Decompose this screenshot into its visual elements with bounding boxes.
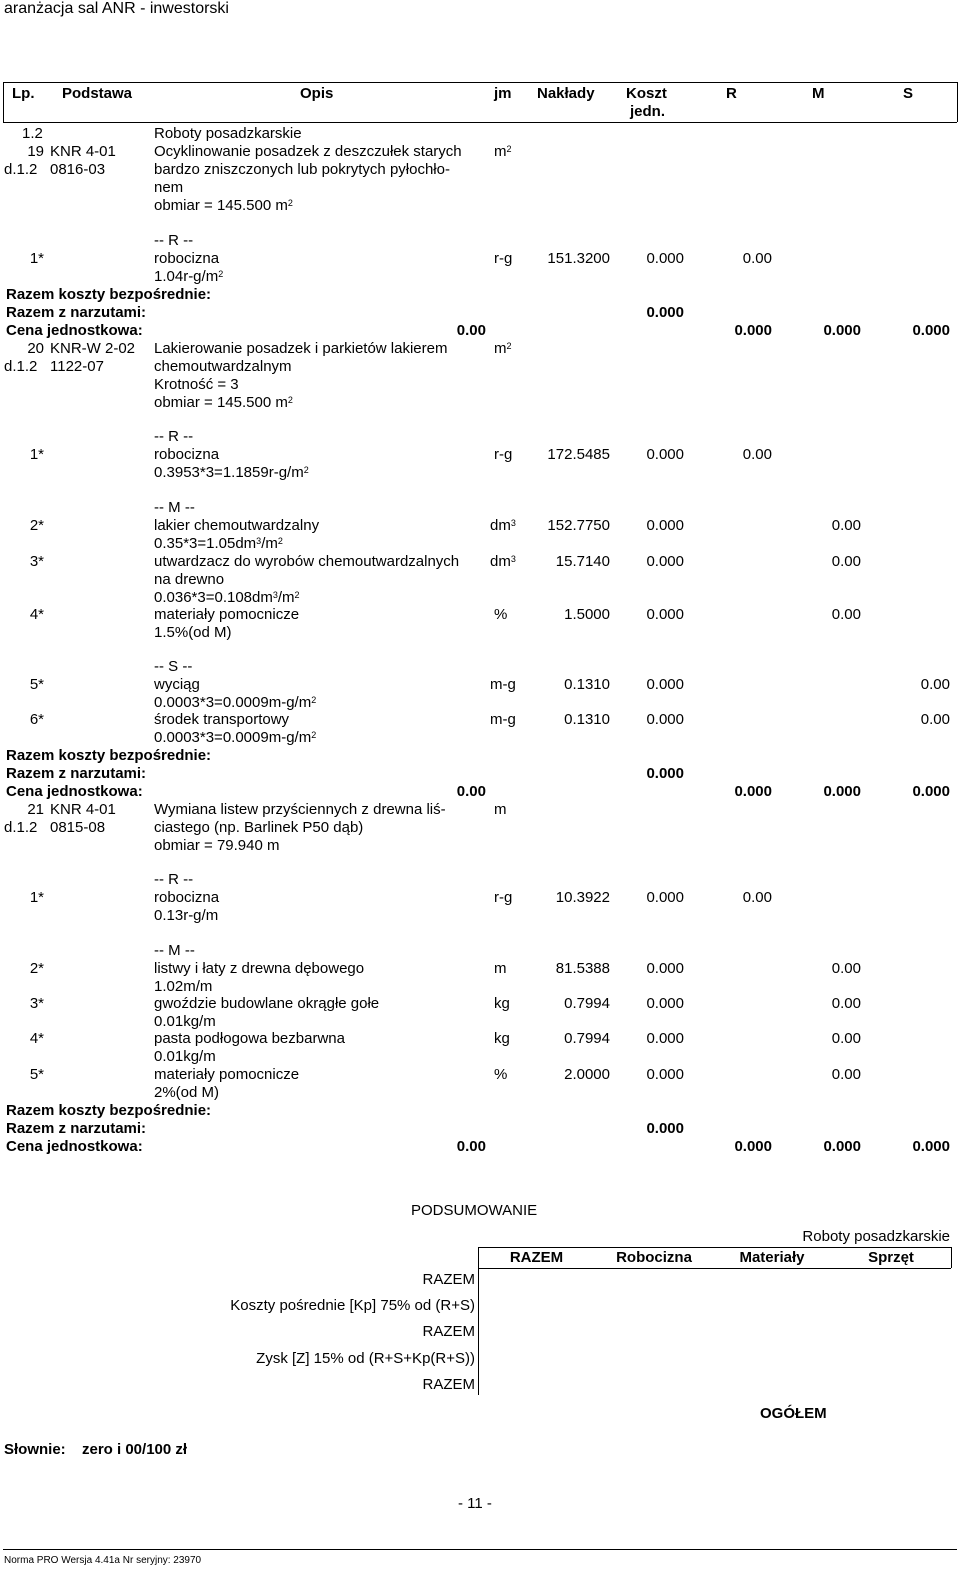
resource-norm: $0.3953*3=1.1859r-g/m^2$ xyxy=(154,464,309,481)
resource-value-m: 0.00 xyxy=(831,1066,861,1083)
resource-value-m: 0.00 xyxy=(831,1030,861,1047)
razem-z-narzutami-value: 0.000 xyxy=(646,765,684,782)
summary-row-razem: RAZEM xyxy=(422,1323,475,1340)
label-razem-z-narzutami: Razem z narzutami: xyxy=(6,765,147,782)
position-basis-code: 1122-07 xyxy=(50,358,104,375)
resource-amount: 151.3200 xyxy=(547,250,610,267)
position-basis-code: 0816-03 xyxy=(50,161,106,178)
resource-name: gwoździe budowlane okrągłe gołe xyxy=(154,995,380,1012)
resource-lp: 6* xyxy=(29,711,44,728)
label-razem-z-narzutami: Razem z narzutami: xyxy=(6,1120,147,1137)
header-opis: Opis xyxy=(300,85,334,102)
resource-amount: 0.1310 xyxy=(564,676,610,693)
position-basis: KNR-W 2-02 xyxy=(50,340,136,357)
resource-value-m: 0.00 xyxy=(831,995,861,1012)
resource-norm: 0.01kg/m xyxy=(154,1013,216,1030)
resource-amount: 152.7750 xyxy=(547,517,610,534)
label-cena-jednostkowa: Cena jednostkowa: xyxy=(6,322,143,339)
resource-unit-cost: 0.000 xyxy=(646,995,684,1012)
group-header-r: -- R -- xyxy=(154,428,194,445)
slownie-value: zero i 00/100 zł xyxy=(82,1441,188,1458)
summary-row-zysk: Zysk [Z] 15% od (R+S+Kp(R+S)) xyxy=(256,1350,475,1367)
resource-name: listwy i łaty z drewna dębowego xyxy=(154,960,365,977)
cena-jednostkowa-m: 0.000 xyxy=(823,783,861,800)
label-razem-koszty-bezposrednie: Razem koszty bezpośrednie: xyxy=(6,286,212,303)
header-koszt: Koszt xyxy=(626,85,667,102)
header-r: R xyxy=(726,85,737,102)
cena-jednostkowa-m: 0.000 xyxy=(823,1138,861,1155)
summary-col-razem: RAZEM xyxy=(509,1249,564,1266)
resource-unit: % xyxy=(494,606,508,623)
resource-amount: 2.0000 xyxy=(564,1066,610,1083)
resource-unit: kg xyxy=(494,1030,510,1047)
resource-amount: 10.3922 xyxy=(555,889,610,906)
resource-lp: 5* xyxy=(29,676,44,693)
resource-lp: 4* xyxy=(29,1030,44,1047)
cena-jednostkowa-m: 0.000 xyxy=(823,322,861,339)
position-number: 19 xyxy=(27,143,44,160)
header-koszt-jedn: jedn. xyxy=(630,103,666,120)
position-basis: KNR 4-01 xyxy=(50,143,116,160)
resource-unit-cost: 0.000 xyxy=(646,1030,684,1047)
resource-norm: $0.0003*3=0.0009m-g/m^2$ xyxy=(154,729,317,746)
resource-value-s: 0.00 xyxy=(920,711,950,728)
resource-unit: r-g xyxy=(494,889,513,906)
summary-col-robocizna: Robocizna xyxy=(616,1249,692,1266)
resource-unit: r-g xyxy=(494,250,513,267)
resource-unit-cost: 0.000 xyxy=(646,960,684,977)
resource-amount: 0.7994 xyxy=(564,995,610,1012)
position-basis-code: 0815-08 xyxy=(50,819,106,836)
cena-jednostkowa-r: 0.000 xyxy=(734,783,772,800)
resource-norm: 0.01kg/m xyxy=(154,1048,216,1065)
group-header-m: -- M -- xyxy=(154,942,195,959)
resource-lp: 1* xyxy=(29,446,44,463)
resource-name: materiały pomocnicze xyxy=(154,606,300,623)
resource-name: robocizna xyxy=(154,889,220,906)
resource-unit-cost: 0.000 xyxy=(646,553,684,570)
resource-lp: 1* xyxy=(29,889,44,906)
summary-col-sprzet: Sprzęt xyxy=(868,1249,914,1266)
cena-jednostkowa-r: 0.000 xyxy=(734,322,772,339)
resource-unit: kg xyxy=(494,995,510,1012)
resource-value-r: 0.00 xyxy=(742,889,772,906)
header-jm: jm xyxy=(494,85,512,102)
cena-jednostkowa-value: 0.00 xyxy=(456,322,486,339)
resource-amount: 15.7140 xyxy=(555,553,610,570)
header-lp: Lp. xyxy=(12,85,35,102)
resource-lp: 2* xyxy=(29,517,44,534)
cena-jednostkowa-s: 0.000 xyxy=(912,322,950,339)
resource-unit-cost: 0.000 xyxy=(646,446,684,463)
position-description: nem xyxy=(154,179,184,196)
resource-norm: 2%(od M) xyxy=(154,1084,220,1101)
position-number: 20 xyxy=(27,340,44,357)
resource-name: lakier chemoutwardzalny xyxy=(154,517,320,534)
position-obmiar: obmiar = 145.500 $m^2$ xyxy=(154,197,293,214)
cena-jednostkowa-value: 0.00 xyxy=(456,1138,486,1155)
resource-value-m: 0.00 xyxy=(831,960,861,977)
group-header-s: -- S -- xyxy=(154,658,193,675)
resource-name: materiały pomocnicze xyxy=(154,1066,300,1083)
resource-unit: m-g xyxy=(490,676,516,693)
resource-amount: 172.5485 xyxy=(547,446,610,463)
resource-unit: m xyxy=(494,960,507,977)
summary-section-name: Roboty posadzkarskie xyxy=(802,1228,950,1245)
group-header-r: -- R -- xyxy=(154,871,194,888)
position-unit: $m^2$ xyxy=(494,340,512,357)
resource-unit-cost: 0.000 xyxy=(646,889,684,906)
header-m: M xyxy=(812,85,825,102)
resource-norm: 1.02m/m xyxy=(154,978,213,995)
resource-unit-cost: 0.000 xyxy=(646,676,684,693)
position-subsection: d.1.2 xyxy=(4,819,38,836)
resource-name: pasta podłogowa bezbarwna xyxy=(154,1030,345,1047)
resource-unit: $dm^3$ xyxy=(490,517,516,534)
resource-norm: $1.04r-g/m^2$ xyxy=(154,268,224,285)
resource-lp: 1* xyxy=(29,250,44,267)
resource-lp: 4* xyxy=(29,606,44,623)
document-title: aranżacja sal ANR - inwestorski xyxy=(4,0,229,17)
header-s: S xyxy=(903,85,914,102)
resource-value-m: 0.00 xyxy=(831,517,861,534)
label-razem-koszty-bezposrednie: Razem koszty bezpośrednie: xyxy=(6,747,212,764)
position-basis: KNR 4-01 xyxy=(50,801,116,818)
position-description: ciastego (np. Barlinek P50 dąb) xyxy=(154,819,364,836)
resource-norm: 1.5%(od M) xyxy=(154,624,232,641)
slownie-label: Słownie: xyxy=(4,1441,66,1458)
resource-value-r: 0.00 xyxy=(742,250,772,267)
resource-value-s: 0.00 xyxy=(920,676,950,693)
position-subsection: d.1.2 xyxy=(4,358,38,375)
resource-lp: 5* xyxy=(29,1066,44,1083)
resource-norm: 0.13r-g/m xyxy=(154,907,219,924)
resource-unit: m-g xyxy=(490,711,516,728)
resource-norm: $0.35*3=1.05dm^3/m^2$ xyxy=(154,535,283,552)
resource-amount: 0.7994 xyxy=(564,1030,610,1047)
header-naklady: Nakłady xyxy=(537,85,595,102)
resource-name: robocizna xyxy=(154,446,220,463)
label-cena-jednostkowa: Cena jednostkowa: xyxy=(6,1138,143,1155)
position-unit: m xyxy=(494,801,507,818)
cena-jednostkowa-s: 0.000 xyxy=(912,783,950,800)
label-razem-koszty-bezposrednie: Razem koszty bezpośrednie: xyxy=(6,1102,212,1119)
resource-value-m: 0.00 xyxy=(831,606,861,623)
resource-name: środek transportowy xyxy=(154,711,290,728)
section-lp: 1.2 xyxy=(22,125,43,142)
position-description: Wymiana listew przyściennych z drewna liś- xyxy=(154,801,446,818)
position-description: bardzo zniszczonych lub pokrytych pyłochło- xyxy=(154,161,450,178)
resource-unit: r-g xyxy=(494,446,513,463)
resource-norm: $0.036*3=0.108dm^3/m^2$ xyxy=(154,589,300,606)
position-obmiar: obmiar = 145.500 $m^2$ xyxy=(154,394,293,411)
position-obmiar: obmiar = 79.940 m xyxy=(154,837,280,854)
resource-name: na drewno xyxy=(154,571,225,588)
cena-jednostkowa-r: 0.000 xyxy=(734,1138,772,1155)
label-cena-jednostkowa: Cena jednostkowa: xyxy=(6,783,143,800)
resource-norm: $0.0003*3=0.0009m-g/m^2$ xyxy=(154,694,317,711)
section-title: Roboty posadzkarskie xyxy=(154,125,302,142)
resource-unit-cost: 0.000 xyxy=(646,517,684,534)
resource-lp: 3* xyxy=(29,553,44,570)
position-subsection: d.1.2 xyxy=(4,161,38,178)
resource-unit-cost: 0.000 xyxy=(646,606,684,623)
resource-name: robocizna xyxy=(154,250,220,267)
header-podstawa: Podstawa xyxy=(62,85,133,102)
position-description: chemoutwardzalnym xyxy=(154,358,292,375)
label-razem-z-narzutami: Razem z narzutami: xyxy=(6,304,147,321)
position-number: 21 xyxy=(27,801,44,818)
resource-lp: 2* xyxy=(29,960,44,977)
razem-z-narzutami-value: 0.000 xyxy=(646,1120,684,1137)
position-description: Lakierowanie posadzek i parkietów lakierem xyxy=(154,340,448,357)
position-unit: $m^2$ xyxy=(494,143,512,160)
resource-amount: 1.5000 xyxy=(564,606,610,623)
summary-ogolem: OGÓŁEM xyxy=(760,1405,827,1422)
group-header-r: -- R -- xyxy=(154,232,194,249)
group-header-m: -- M -- xyxy=(154,499,195,516)
footer-software-info: Norma PRO Wersja 4.41a Nr seryjny: 23970 xyxy=(4,1555,202,1566)
resource-unit-cost: 0.000 xyxy=(646,711,684,728)
resource-unit-cost: 0.000 xyxy=(646,1066,684,1083)
page-number: - 11 - xyxy=(458,1495,492,1512)
resource-name: utwardzacz do wyrobów chemoutwardzalnych xyxy=(154,553,460,570)
resource-unit: $dm^3$ xyxy=(490,553,516,570)
resource-value-r: 0.00 xyxy=(742,446,772,463)
cena-jednostkowa-s: 0.000 xyxy=(912,1138,950,1155)
position-multiplier: Krotność = 3 xyxy=(154,376,239,393)
summary-col-materialy: Materiały xyxy=(739,1249,805,1266)
resource-name: wyciąg xyxy=(154,676,200,693)
resource-unit: % xyxy=(494,1066,508,1083)
summary-row-razem: RAZEM xyxy=(422,1376,475,1393)
resource-amount: 0.1310 xyxy=(564,711,610,728)
resource-lp: 3* xyxy=(29,995,44,1012)
summary-title: PODSUMOWANIE xyxy=(411,1202,538,1219)
position-description: Ocyklinowanie posadzek z deszczułek starych xyxy=(154,143,462,160)
resource-unit-cost: 0.000 xyxy=(646,250,684,267)
resource-amount: 81.5388 xyxy=(555,960,610,977)
summary-row-koszty-posrednie: Koszty pośrednie [Kp] 75% od (R+S) xyxy=(230,1297,475,1314)
resource-value-m: 0.00 xyxy=(831,553,861,570)
razem-z-narzutami-value: 0.000 xyxy=(646,304,684,321)
cena-jednostkowa-value: 0.00 xyxy=(456,783,486,800)
summary-row-razem: RAZEM xyxy=(422,1271,475,1288)
